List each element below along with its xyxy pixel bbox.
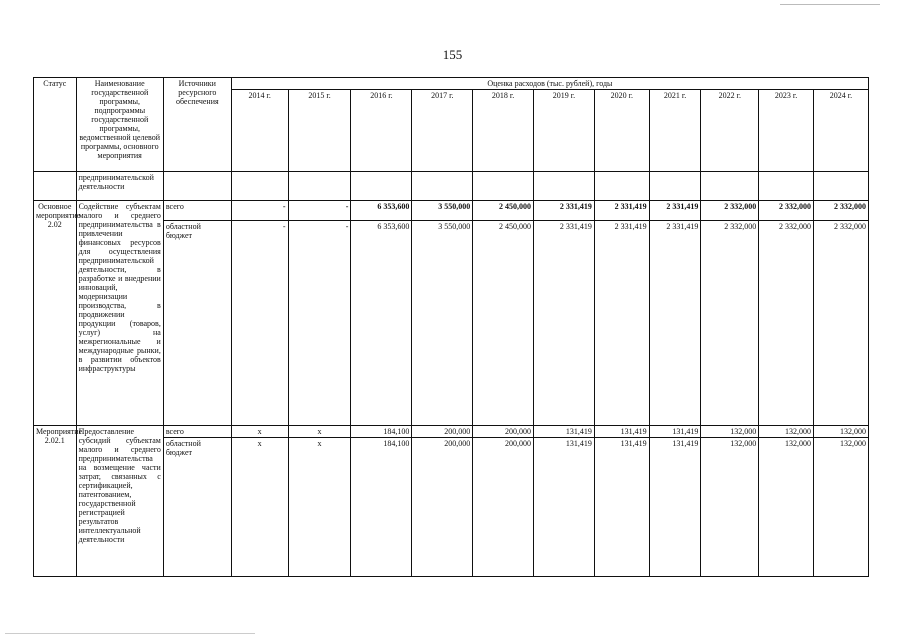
amount-cell: 131,419 <box>534 426 595 438</box>
amount-cell: 2 331,419 <box>594 201 649 221</box>
amount-cell: 131,419 <box>594 438 649 577</box>
amount-cell: 2 332,000 <box>759 201 814 221</box>
continuation-status-cell <box>34 172 77 201</box>
amount-cell: 200,000 <box>473 438 534 577</box>
amount-cell: - <box>288 221 351 426</box>
header-year: 2022 г. <box>701 90 759 172</box>
amount-cell: 132,000 <box>813 438 868 577</box>
header-year: 2021 г. <box>649 90 701 172</box>
header-estimate: Оценка расходов (тыс. рублей), годы <box>231 78 868 90</box>
amount-cell: 2 332,000 <box>813 201 868 221</box>
amount-cell: 200,000 <box>412 426 473 438</box>
header-year: 2024 г. <box>813 90 868 172</box>
header-name: Наименование государственной программы, подпрограммы государственной программы, ведомственной целевой программы, основного мероприятия <box>76 78 163 172</box>
header-year: 2014 г. <box>231 90 288 172</box>
amount-cell: 2 450,000 <box>473 201 534 221</box>
amount-cell: 6 353,600 <box>351 221 412 426</box>
amount-cell: 184,100 <box>351 438 412 577</box>
amount-cell: x <box>288 426 351 438</box>
amount-cell: 3 550,000 <box>412 221 473 426</box>
status-cell: Основное мероприятие 2.02 <box>34 201 77 426</box>
amount-cell: 132,000 <box>701 438 759 577</box>
continuation-name: предпринимательской деятельности <box>76 172 163 201</box>
funding-source-cell: областной бюджет <box>163 438 231 577</box>
amount-cell: x <box>288 438 351 577</box>
budget-table <box>33 77 869 577</box>
amount-cell: 200,000 <box>412 438 473 577</box>
amount-cell: - <box>288 201 351 221</box>
amount-cell: 131,419 <box>649 426 701 438</box>
header-year: 2018 г. <box>473 90 534 172</box>
amount-cell: 131,419 <box>534 438 595 577</box>
amount-cell: - <box>231 201 288 221</box>
amount-cell: 2 332,000 <box>759 221 814 426</box>
funding-source-cell: областной бюджет <box>163 221 231 426</box>
amount-cell: 184,100 <box>351 426 412 438</box>
amount-cell: 2 331,419 <box>594 221 649 426</box>
header-year: 2017 г. <box>412 90 473 172</box>
scan-artifact-line <box>5 633 255 634</box>
header-sources: Источники ресурсного обеспечения <box>163 78 231 172</box>
amount-cell: x <box>231 426 288 438</box>
amount-cell: - <box>231 221 288 426</box>
amount-cell: 200,000 <box>473 426 534 438</box>
amount-cell: 131,419 <box>649 438 701 577</box>
funding-source-cell: всего <box>163 426 231 438</box>
header-year: 2015 г. <box>288 90 351 172</box>
activity-name-cell: Предоставление субсидий субъектам малого и среднего предпринимательства на возмещение части затрат, связанных с сертификацией, патентованием, государственной регистрацией результатов интеллектуальной деятельности <box>76 426 163 577</box>
amount-cell: 2 331,419 <box>534 201 595 221</box>
amount-cell: 132,000 <box>759 426 814 438</box>
page-number: 155 <box>442 47 463 62</box>
funding-source-cell: всего <box>163 201 231 221</box>
header-year: 2023 г. <box>759 90 814 172</box>
amount-cell: 2 332,000 <box>813 221 868 426</box>
amount-cell: 2 331,419 <box>649 221 701 426</box>
amount-cell: x <box>231 438 288 577</box>
amount-cell: 2 331,419 <box>649 201 701 221</box>
status-cell: Мероприятие 2.02.1 <box>34 426 77 577</box>
amount-cell: 2 450,000 <box>473 221 534 426</box>
scan-artifact-line <box>780 4 880 5</box>
header-year: 2016 г. <box>351 90 412 172</box>
amount-cell: 2 331,419 <box>534 221 595 426</box>
amount-cell: 132,000 <box>813 426 868 438</box>
header-year: 2020 г. <box>594 90 649 172</box>
header-year: 2019 г. <box>534 90 595 172</box>
amount-cell: 6 353,600 <box>351 201 412 221</box>
amount-cell: 131,419 <box>594 426 649 438</box>
amount-cell: 132,000 <box>759 438 814 577</box>
header-status: Статус <box>34 78 77 172</box>
amount-cell: 132,000 <box>701 426 759 438</box>
amount-cell: 2 332,000 <box>701 221 759 426</box>
amount-cell: 3 550,000 <box>412 201 473 221</box>
amount-cell: 2 332,000 <box>701 201 759 221</box>
activity-name-cell: Содействие субъектам малого и среднего предпринимательства в привлечении финансовых ресурсов для осуществления предпринимательской деятельности, в разработке и внедрении инноваций, модернизации производства, в продвижении продукции (товаров, услуг) на межрегиональные и международные рынки, в развитии объектов инфраструктуры <box>76 201 163 426</box>
